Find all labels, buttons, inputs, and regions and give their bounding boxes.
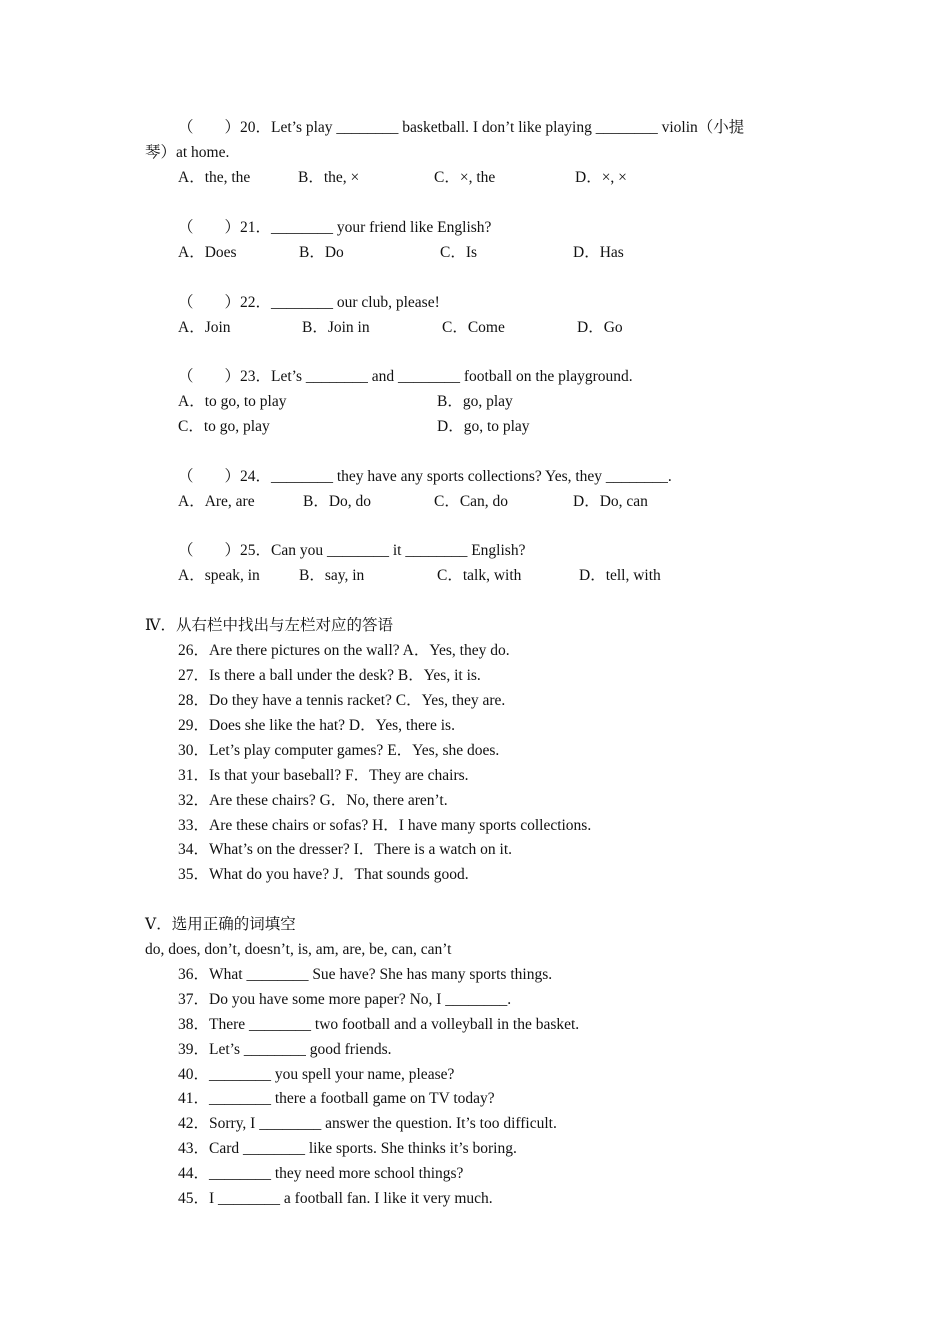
question-21-option-a: A．Does — [178, 244, 237, 261]
question-20-option-c: C．×, the — [434, 169, 496, 186]
fill-in-item: 37．Do you have some more paper? No, I ________. — [178, 991, 512, 1008]
question-21-option-d: D．Has — [573, 244, 624, 261]
question-25-option-d: D．tell, with — [579, 567, 661, 584]
question-22-option-b: B．Join in — [302, 319, 370, 336]
question-20-stem: （ ）20．Let’s play ________ basketball. I don’t like playing ________ violin（小提 — [178, 119, 745, 136]
match-item: 35．What do you have? J．That sounds good. — [178, 866, 469, 883]
question-23-stem: （ ）23．Let’s ________ and ________ football on the playground. — [178, 368, 633, 385]
fill-in-item: 43．Card ________ like sports. She thinks it’s boring. — [178, 1140, 517, 1157]
question-23-option-a: A．to go, to play — [178, 393, 287, 410]
match-item: 34．What’s on the dresser? I．There is a watch on it. — [178, 841, 513, 858]
fill-in-item: 45．I ________ a football fan. I like it very much. — [178, 1190, 493, 1207]
question-20-option-a: A．the, the — [178, 169, 251, 186]
question-24-option-b: B．Do, do — [303, 493, 372, 510]
match-item: 27．Is there a ball under the desk? B．Yes, it is. — [178, 667, 481, 684]
question-22-stem: （ ）22．________ our club, please! — [178, 294, 440, 311]
question-20-stem-continued: 琴）at home. — [145, 144, 230, 161]
question-21-stem: （ ）21．________ your friend like English? — [178, 219, 492, 236]
question-24-option-d: D．Do, can — [573, 493, 648, 510]
section-4-heading: Ⅳ．从右栏中找出与左栏对应的答语 — [145, 617, 393, 634]
match-item: 26．Are there pictures on the wall? A．Yes, they do. — [178, 642, 510, 659]
fill-in-item: 38．There ________ two football and a volleyball in the basket. — [178, 1016, 580, 1033]
question-24-option-a: A．Are, are — [178, 493, 255, 510]
fill-in-item: 36．What ________ Sue have? She has many sports things. — [178, 966, 553, 983]
match-item: 28．Do they have a tennis racket? C．Yes, they are. — [178, 692, 506, 709]
question-23-option-c: C．to go, play — [178, 418, 270, 435]
match-item: 30．Let’s play computer games? E．Yes, she does. — [178, 742, 500, 759]
question-25-option-a: A．speak, in — [178, 567, 260, 584]
question-20-option-b: B．the, × — [298, 169, 360, 186]
question-22-option-c: C．Come — [442, 319, 505, 336]
question-21-option-b: B．Do — [299, 244, 344, 261]
match-item: 31．Is that your baseball? F．They are chairs. — [178, 767, 469, 784]
question-22-option-d: D．Go — [577, 319, 623, 336]
question-22-option-a: A．Join — [178, 319, 231, 336]
question-25-option-b: B．say, in — [299, 567, 365, 584]
match-item: 32．Are these chairs? G．No, there aren’t. — [178, 792, 448, 809]
question-25-option-c: C．talk, with — [437, 567, 522, 584]
fill-in-item: 44．________ they need more school things? — [178, 1165, 464, 1182]
match-item: 29．Does she like the hat? D．Yes, there is. — [178, 717, 455, 734]
question-21-option-c: C．Is — [440, 244, 478, 261]
question-20-option-d: D．×, × — [575, 169, 627, 186]
question-23-option-d: D．go, to play — [437, 418, 530, 435]
match-item: 33．Are these chairs or sofas? H．I have many sports collections. — [178, 817, 592, 834]
question-25-stem: （ ）25．Can you ________ it ________ English? — [178, 542, 526, 559]
fill-in-item: 40．________ you spell your name, please? — [178, 1066, 455, 1083]
fill-in-item: 42．Sorry, I ________ answer the question. It’s too difficult. — [178, 1115, 557, 1132]
section-5-heading: Ⅴ．选用正确的词填空 — [145, 916, 296, 933]
fill-in-item: 39．Let’s ________ good friends. — [178, 1041, 392, 1058]
question-23-option-b: B．go, play — [437, 393, 513, 410]
question-24-option-c: C．Can, do — [434, 493, 509, 510]
question-24-stem: （ ）24．________ they have any sports collections? Yes, they ________. — [178, 468, 672, 485]
word-bank: do, does, don’t, doesn’t, is, am, are, be, can, can’t — [145, 941, 452, 958]
fill-in-item: 41．________ there a football game on TV today? — [178, 1090, 495, 1107]
